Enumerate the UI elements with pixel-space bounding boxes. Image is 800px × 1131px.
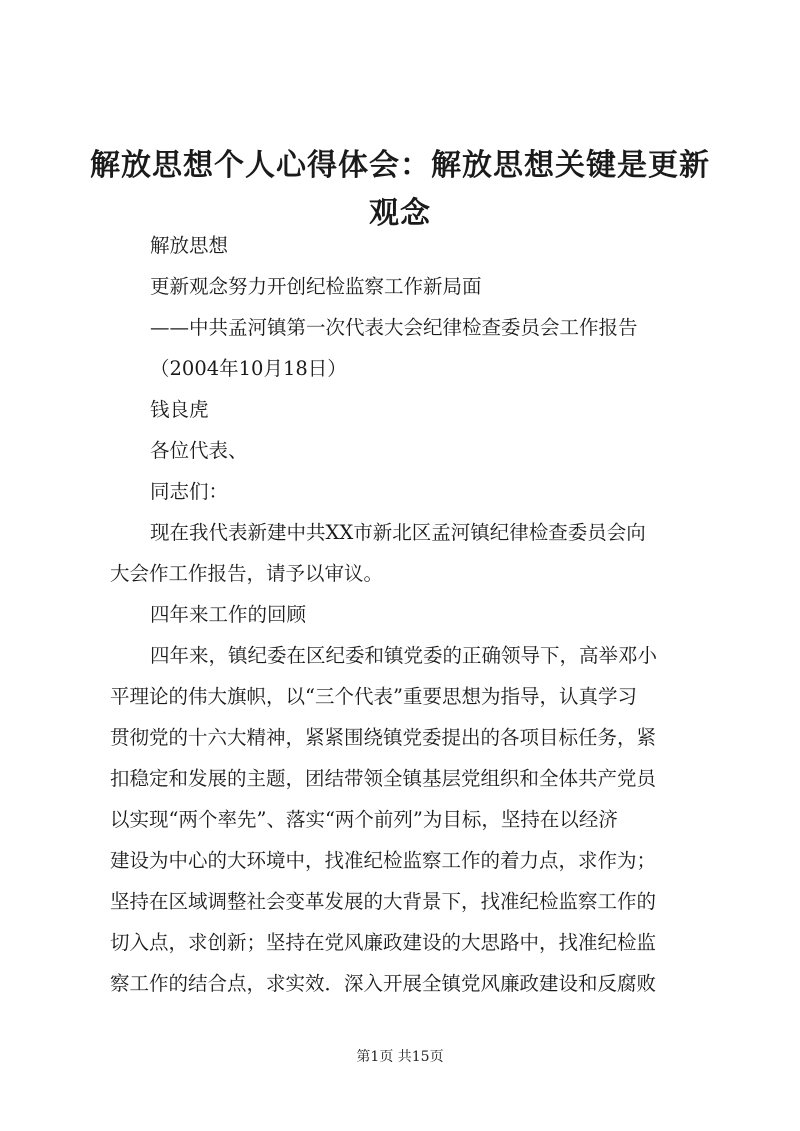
text-line: 解放思想: [150, 234, 229, 257]
page-title: 解放思想个人心得体会：解放思想关键是更新观念: [90, 148, 710, 231]
text-line: 大会作工作报告，请予以审议。: [110, 562, 384, 585]
text-line: 察工作的结合点，求实效．深入开展全镇党风廉政建设和反腐败: [110, 972, 657, 995]
text-line: 各位代表、: [150, 439, 248, 462]
text-line: 以实现“两个率先”、落实“两个前列”为目标，坚持在以经济: [110, 808, 618, 831]
text-line: 建设为中心的大环境中，找准纪检监察工作的着力点，求作为；: [110, 849, 657, 872]
page-footer: 第1页 共15页: [356, 1049, 444, 1065]
text-line: 四年来工作的回顾: [150, 603, 307, 626]
text-line: （2004年10月18日）: [150, 357, 347, 380]
text-line: 坚持在区域调整社会变革发展的大背景下，找准纪检监察工作的: [110, 890, 657, 913]
text-line: 四年来，镇纪委在区纪委和镇党委的正确领导下，高举邓小: [150, 644, 658, 667]
text-line: 现在我代表新建中共XX市新北区孟河镇纪律检查委员会向: [150, 521, 646, 544]
text-line: 扣稳定和发展的主题，团结带领全镇基层党组织和全体共产党员: [110, 767, 657, 790]
text-line: 钱良虎: [150, 398, 209, 421]
text-line: 平理论的伟大旗帜，以“三个代表”重要思想为指导，认真学习: [110, 685, 637, 708]
text-line: 切入点，求创新；坚持在党风廉政建设的大思路中，找准纪检监: [110, 931, 657, 954]
text-line: ——中共孟河镇第一次代表大会纪律检查委员会工作报告: [150, 316, 638, 339]
text-line: 更新观念努力开创纪检监察工作新局面: [150, 275, 482, 298]
text-line: 贯彻党的十六大精神，紧紧围绕镇党委提出的各项目标任务，紧: [110, 726, 657, 749]
text-line: 同志们：: [150, 480, 229, 503]
